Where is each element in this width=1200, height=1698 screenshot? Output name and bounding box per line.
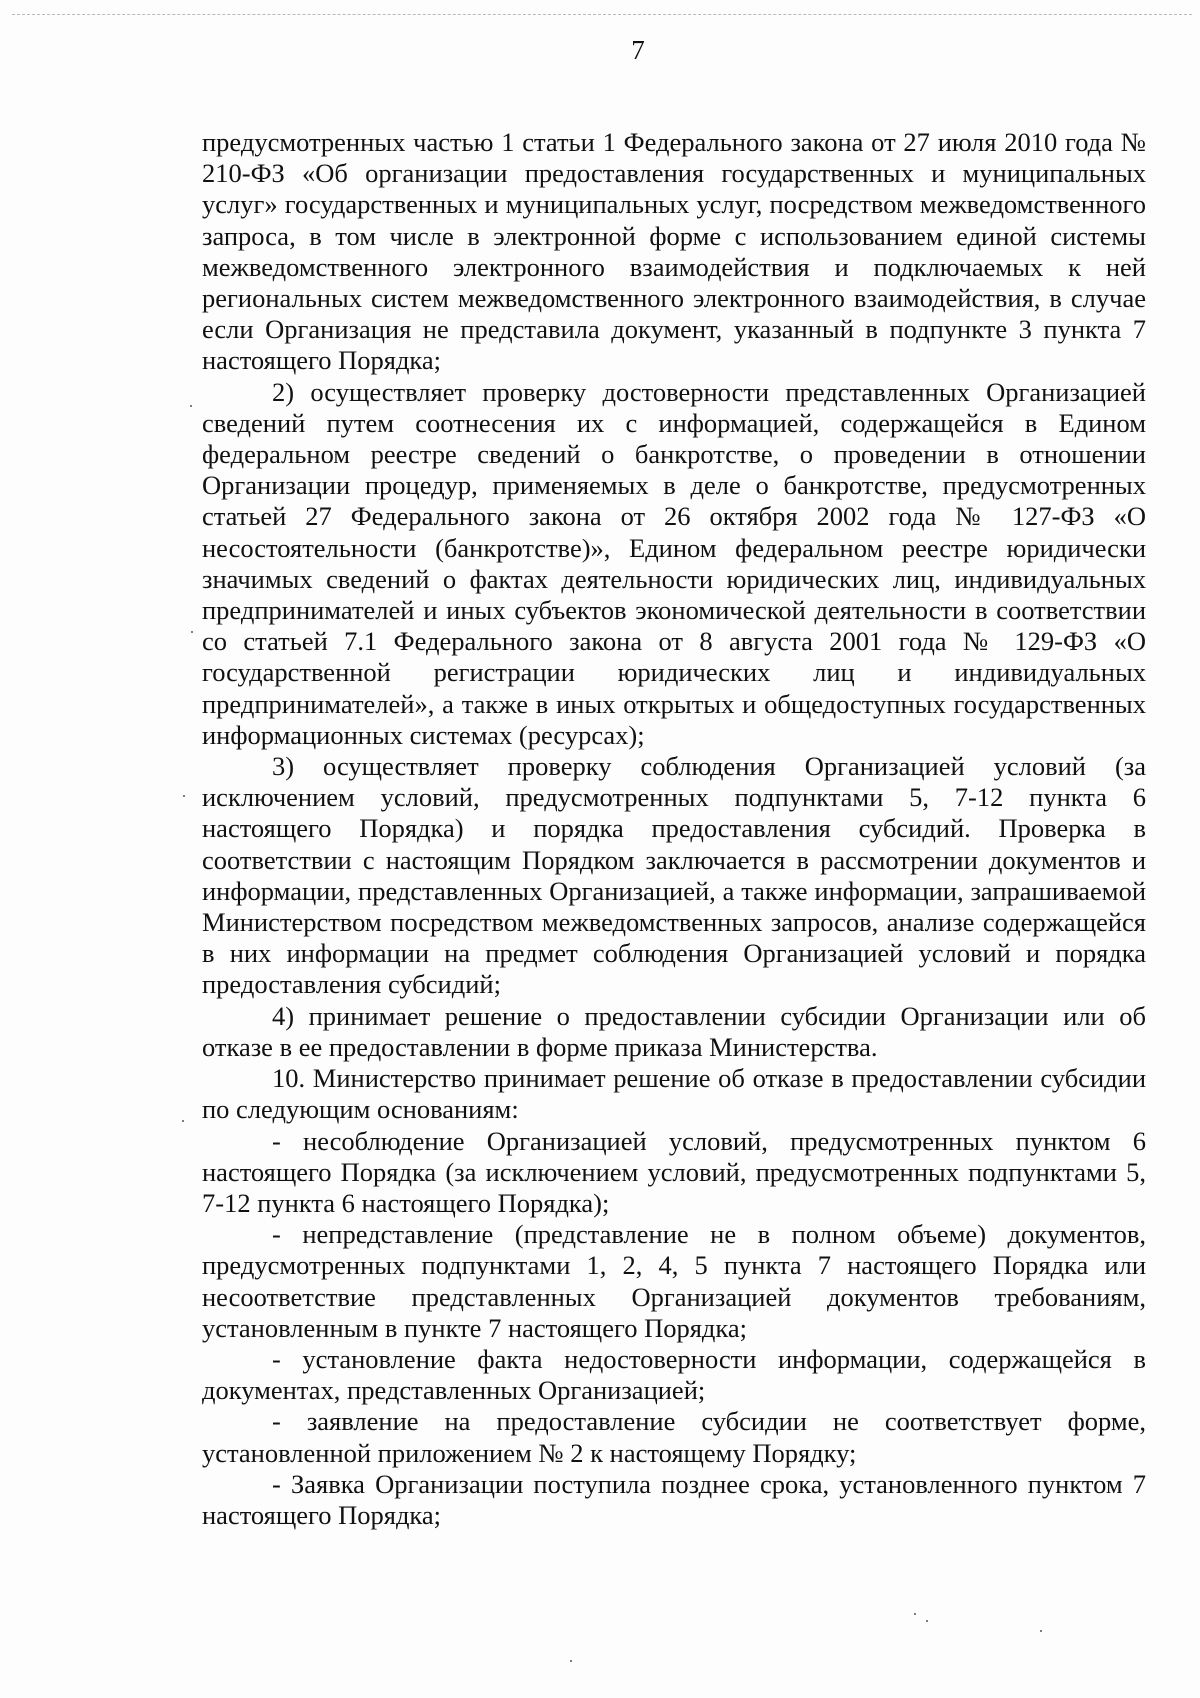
refusal-ground-4: - заявление на предоставление субсидии не соответствует форме, установленной приложением № 2 к настоящему Порядку; <box>202 1406 1146 1468</box>
scan-speck <box>191 631 193 633</box>
paragraph-item-3-compliance-check: 3) осуществляет проверку соблюдения Организацией условий (за исключением условий, предусмотренных подпунктами 5, 7-12 пункта 6 настоящего Порядка) и порядка предоставления субсидий. Проверка в соответствии с настоящим Порядком заключается в рассмотрении документов и информации, представленных Организацией, а также информации, запрашиваемой Министерством посредством межведомственных запросов, анализе содержащейся в них информации на предмет соблюдения Организацией условий и порядка предоставления субсидий; <box>202 751 1146 1000</box>
refusal-ground-3: - установление факта недостоверности информации, содержащейся в документах, представленных Организацией; <box>202 1343 1146 1406</box>
paragraph-item-4-decision: 4) принимает решение о предоставлении субсидии Организации или об отказе в ее предоставлении в форме приказа Министерства. <box>202 1000 1146 1062</box>
scan-speck <box>570 1660 572 1662</box>
scan-speck <box>926 1620 928 1622</box>
scan-speck <box>914 1613 916 1615</box>
paragraph-continuation: предусмотренных частью 1 статьи 1 Федерального закона от 27 июля 2010 года № 210-ФЗ «Об организации предоставления государственных и муниципальных услуг» государственных и муниципальных услуг, посредством межведомственного запроса, в том числе в электронной форме с использованием единой системы межведомственного электронного взаимодействия и подключаемых к ней региональных систем межведомственного электронного взаимодействия, в случае если Организация не представила документ, указанный в подпункте 3 пункта 7 настоящего Порядка; <box>202 127 1146 376</box>
refusal-ground-5: - Заявка Организации поступила позднее срока, установленного пунктом 7 настоящего Порядка; <box>202 1468 1146 1530</box>
scan-speck <box>182 1120 184 1122</box>
scan-speck <box>190 405 192 407</box>
document-body <box>202 127 1146 1531</box>
refusal-ground-2: - непредставление (представление не в полном объеме) документов, предусмотренных подпунктами 1, 2, 4, 5 пункта 7 настоящего Порядка или несоответствие представленных Организацией документов требованиям, установленным в пункте 7 настоящего Порядка; <box>202 1219 1146 1343</box>
paragraph-item-2-verification: 2) осуществляет проверку достоверности представленных Организацией сведений путем соотнесения их с информацией, содержащейся в Едином федеральном реестре сведений о банкротстве, о проведении в отношении Организации процедур, применяемых в деле о банкротстве, предусмотренных статьей 27 Федерального закона от 26 октября 2002 года № 127-ФЗ «О несостоятельности (банкротстве)», Едином федеральном реестре юридически значимых сведений о фактах деятельности юридических лиц, индивидуальных предпринимателей и иных субъектов экономической деятельности в соответствии со статьей 7.1 Федерального закона от 8 августа 2001 года № 129-ФЗ «О государственной регистрации юридических лиц и индивидуальных предпринимателей», а также в иных открытых и общедоступных государственных информационных системах (ресурсах); <box>202 376 1146 750</box>
scan-speck <box>1040 1630 1042 1632</box>
scan-edge-rule <box>12 14 1192 15</box>
refusal-ground-1: - несоблюдение Организацией условий, предусмотренных пунктом 6 настоящего Порядка (за исключением условий, предусмотренных подпунктами 5, 7-12 пункта 6 настоящего Порядка); <box>202 1125 1146 1218</box>
paragraph-section-10-refusal: 10. Министерство принимает решение об отказе в предоставлении субсидии по следующим основаниям: <box>202 1063 1146 1125</box>
scan-speck <box>183 795 185 797</box>
page-number: 7 <box>631 35 645 65</box>
